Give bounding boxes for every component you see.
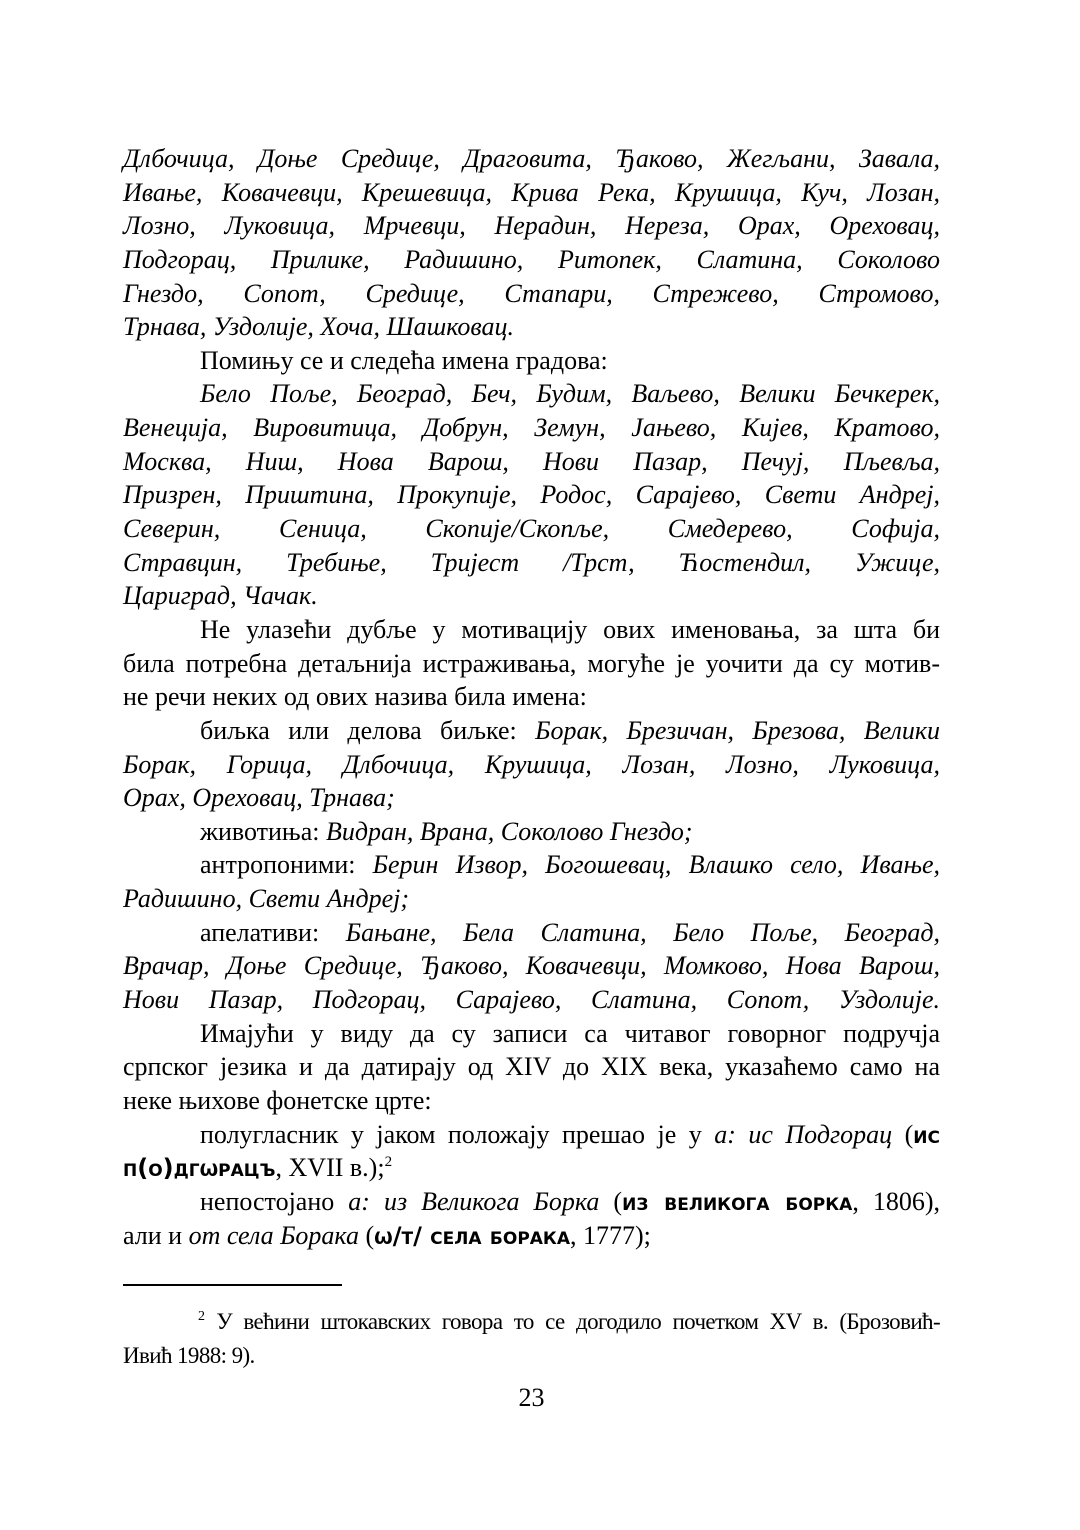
place-names-line: Длбочица, Доње Средице, Драговита, Ђаково, Жегљани, Завала, [123, 144, 940, 173]
category-label: биљка или делова биљке: [200, 715, 517, 745]
motivation-line: била потребна детаљнија истраживања, могуће је уочити да су мотив- [123, 648, 940, 678]
footnote [123, 1305, 940, 1373]
plants-line: Орах, Ореховац, Трнава; [123, 783, 395, 813]
old-script-form: п(о)дгѡрацъ [123, 1154, 276, 1183]
footnote-line: Ивић 1988: 9). [123, 1343, 255, 1368]
place-names-line: Лозно, Луковица, Мрчевци, Нерадин, Нереза, Орах, Ореховац, [123, 211, 940, 241]
old-script-form: ис [913, 1120, 941, 1149]
plants-line [123, 714, 940, 748]
cities-line: Призрен, Приштина, Прокупије, Родос, Сарајево, Свети Андреј, [123, 480, 940, 510]
cities-intro: Помињу се и следећа имена градова: [200, 345, 608, 375]
date-note: , 1777); [569, 1220, 651, 1250]
date-note: , XVII в.); [275, 1153, 385, 1183]
place-names-line: Трнава, Уздолије, Хоча, Шашковац. [123, 312, 515, 342]
semivowel-line [123, 1151, 940, 1185]
category-label: животиња: [200, 816, 320, 846]
appellative-names: Бањане, Бела Слатина, Бело Поље, Београд, [345, 917, 940, 947]
place-names-line: Ивање, Ковачевци, Крешевица, Крива Река, Крушица, Куч, Лозан, [123, 177, 940, 207]
phonetics-line: неке њихове фонетске црте: [123, 1085, 432, 1115]
paren-open: ( [904, 1119, 914, 1149]
place-names-line: Подгорац, Прилике, Радишино, Ритопек, Слатина, Соколово [123, 244, 940, 274]
footnote-separator [123, 1284, 342, 1286]
footnote-text: У већини штокавских говора то се догодило почетком XV в. (Брозовић- [216, 1309, 941, 1334]
footnote-reference: 2 [384, 1154, 393, 1171]
category-label: апелативи: [200, 917, 320, 947]
place-names-line: Гнездо, Сопот, Средице, Стапари, Стрежево, Стромово, [123, 278, 940, 308]
plant-names: Борак, Брезичан, Брезова, Велики [535, 715, 941, 745]
paren-open: ( [365, 1220, 375, 1250]
footnote-line [123, 1305, 940, 1339]
feature-example: от села Борака [188, 1220, 359, 1250]
appellatives-line: Нови Пазар, Подгорац, Сарајево, Слатина, Сопот, Уздолије. [123, 985, 940, 1015]
feature-example: а: ис Подгорац [714, 1119, 893, 1149]
motivation-line: не речи неких од ових назива била имена: [123, 682, 587, 712]
cities-line: Стравцин, Требиње, Тријест /Трст, Ћостендил, Ужице, [123, 547, 940, 577]
cities-line: Цариград, Чачак. [123, 581, 318, 611]
appellatives-line [123, 916, 940, 950]
cities-line: Северин, Сеница, Скопије/Скопље, Смедерево, Софија, [123, 514, 940, 544]
unstable-a-line [123, 1185, 940, 1219]
page-number: 23 [518, 1383, 545, 1412]
anthroponyms-line [123, 848, 940, 882]
cities-line: Москва, Ниш, Нова Варош, Нови Пазар, Печуј, Пљевља, [123, 446, 940, 476]
feature-example: а: из Великога Борка [348, 1186, 600, 1216]
old-script-form: ѡ/т/ села борака [374, 1221, 570, 1250]
paren-open: ( [613, 1186, 623, 1216]
old-script-form: из великога борка [622, 1187, 853, 1216]
appellatives-line: Врачар, Доње Средице, Ђаково, Ковачевци, Момково, Нова Варош, [123, 951, 940, 981]
animals-line [123, 815, 940, 849]
category-label: антропоними: [200, 850, 356, 880]
plants-line: Борак, Горица, Длбочица, Крушица, Лозан, Лозно, Луковица, [123, 749, 940, 779]
footnote-number: 2 [198, 1309, 205, 1324]
feature-description: непостојано [200, 1186, 335, 1216]
phonetics-line: српског језика и да датирају од XIV до XIX века, указаћемо само на [123, 1052, 940, 1082]
animal-names: Видран, Врана, Соколово Гнездо; [325, 816, 693, 846]
semivowel-line [123, 1118, 940, 1152]
cities-line: Венеција, Вировитица, Добрун, Земун, Јањево, Кијев, Кратово, [123, 413, 940, 443]
feature-description: али и [123, 1220, 183, 1250]
unstable-a-line [123, 1219, 940, 1253]
motivation-line: Не улазећи дубље у мотивацију ових именовања, за шта би [200, 614, 940, 644]
feature-description: полугласник у јаком положају прешао је у [200, 1119, 702, 1149]
cities-line: Бело Поље, Београд, Беч, Будим, Ваљево, Велики Бечкерек, [200, 379, 940, 409]
main-text [123, 142, 940, 1252]
anthroponym-names: Берин Извор, Богошевац, Влашко село, Ивање, [372, 850, 940, 880]
anthroponyms-line: Радишино, Свети Андреј; [123, 884, 410, 914]
phonetics-line: Имајући у виду да су записи са читавог говорног подручја [200, 1018, 940, 1048]
date-note: , 1806), [852, 1186, 940, 1216]
